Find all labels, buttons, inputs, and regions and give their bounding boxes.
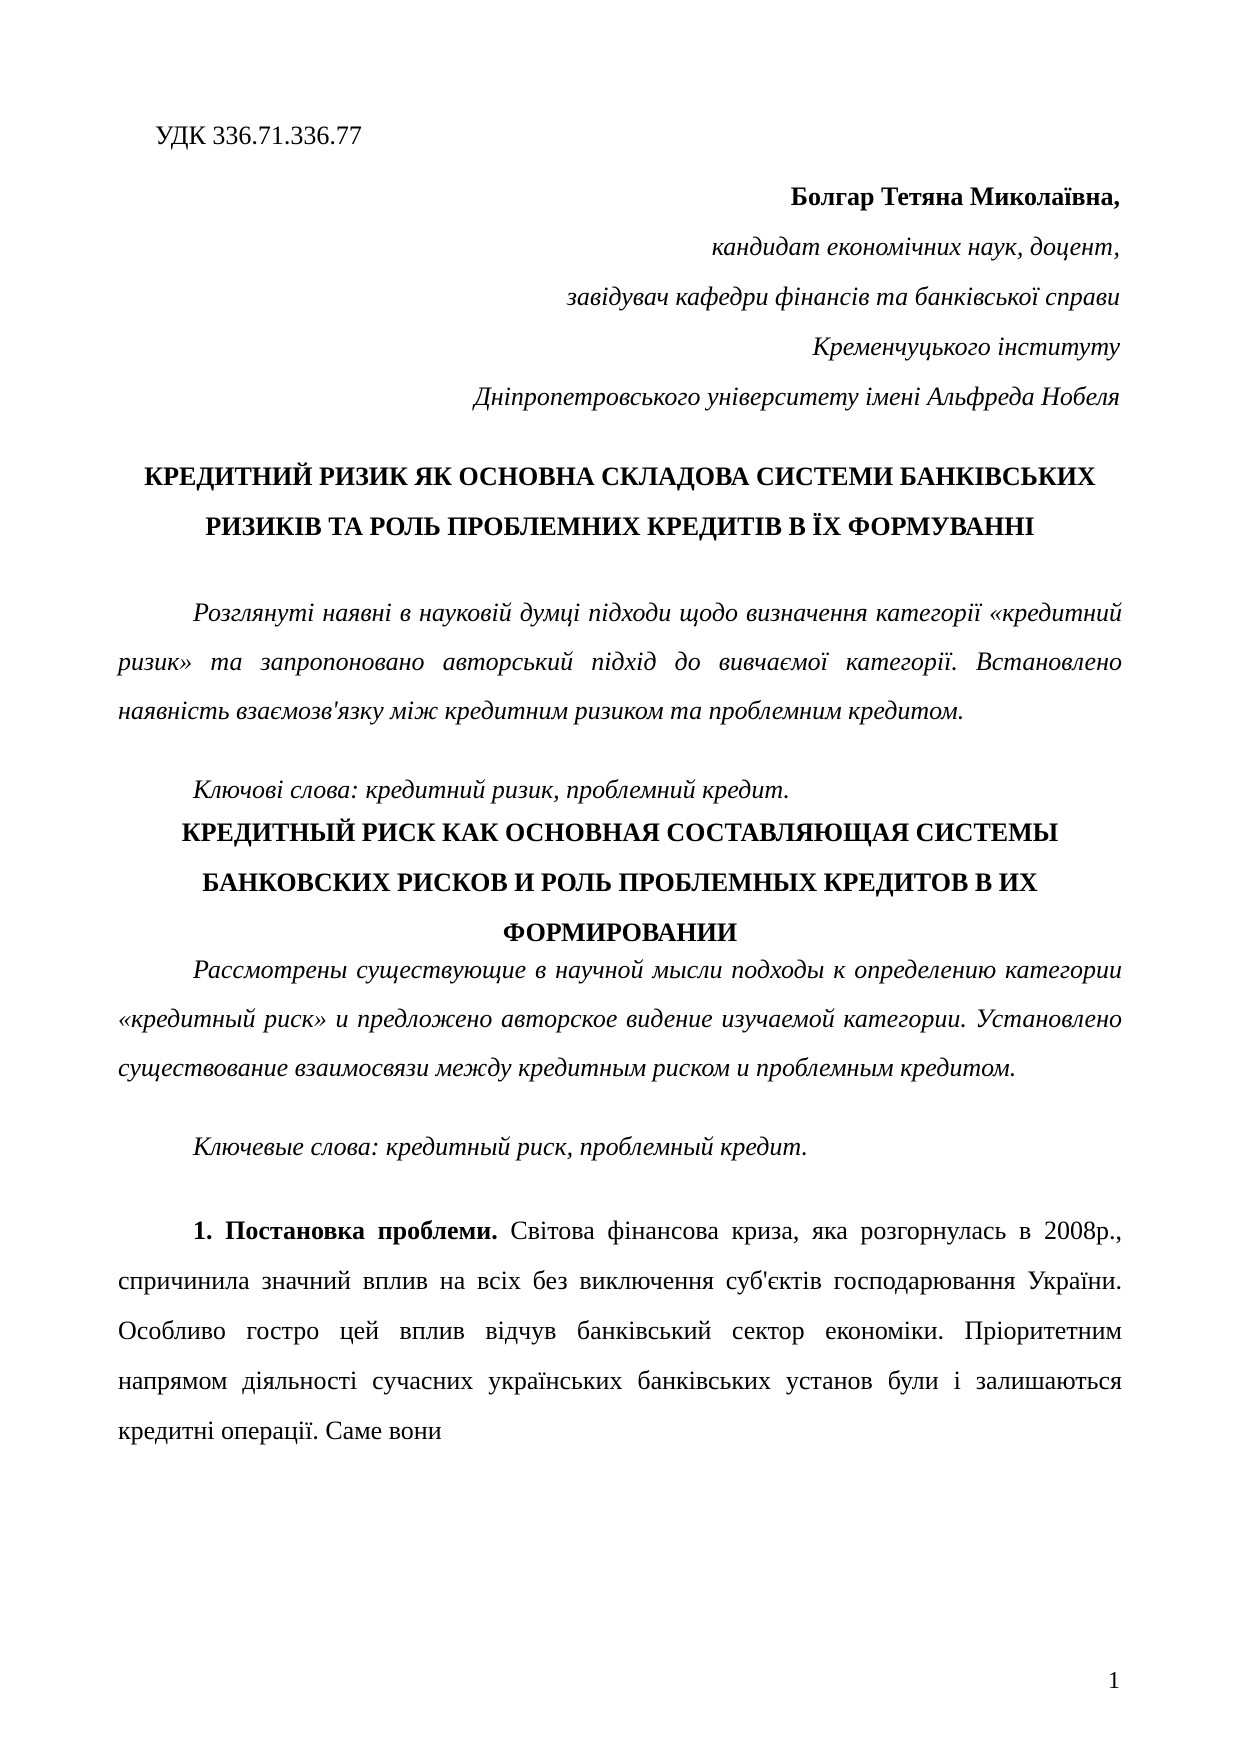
ru-abstract: Рассмотрены существующие в научной мысли подходы к определению категории «кредитный риск» и предложено авторское видение изучаемой категории. Установлено существование взаимосвязи между кредитным риском и проблемным кредитом. [118,955,1122,1082]
ua-keywords: Ключові слова: кредитний ризик, проблемний кредит. [193,775,790,804]
author-name: Болгар Тетяна Миколаївна, [790,182,1120,211]
author-university: Дніпропетровського університету імені Альфреда Нобеля [474,382,1120,411]
udk-code: УДК 336.71.336.77 [155,121,362,150]
page-number: 1 [1108,1668,1120,1694]
ru-title: КРЕДИТНЫЙ РИСК КАК ОСНОВНАЯ СОСТАВЛЯЮЩАЯ СИСТЕМЫ БАНКОВСКИХ РИСКОВ И РОЛЬ ПРОБЛЕМНЫХ КРЕДИТОВ В ИХ ФОРМИРОВАНИИ [181,818,1059,947]
ua-abstract: Розглянуті наявні в науковій думці підходи щодо визначення категорії «кредитний ризик» та запропоновано авторський підхід до вивчаємої категорії. Встановлено наявність взаємозв'язку між кредитним ризиком та проблемним кредитом. [118,598,1122,725]
author-position: кандидат економічних наук, доцент, [711,232,1120,261]
author-institute: Кременчуцького інституту [812,332,1120,361]
ua-title: КРЕДИТНИЙ РИЗИК ЯК ОСНОВНА СКЛАДОВА СИСТЕМИ БАНКІВСЬКИХ РИЗИКІВ ТА РОЛЬ ПРОБЛЕМНИХ КРЕДИТІВ В ЇХ ФОРМУВАННІ [144,462,1096,541]
section-1-paragraph [118,1206,1122,1456]
ru-keywords: Ключевые слова: кредитный риск, проблемный кредит. [193,1132,808,1161]
section-1-heading: 1. Постановка проблеми. [193,1216,498,1245]
author-department: завідувач кафедри фінансів та банківської справи [566,282,1120,311]
section-1-text: Світова фінансова криза, яка розгорнулась в 2008р., спричинила значний вплив на всіх без виключення суб'єктів господарювання України. Особливо гостро цей вплив відчув банківський сектор економіки. Пріоритетним напрямом діяльності сучасних українських банківських установ були і залишаються кредитні операції. Саме вони [118,1216,1122,1445]
author-block [474,172,1120,422]
